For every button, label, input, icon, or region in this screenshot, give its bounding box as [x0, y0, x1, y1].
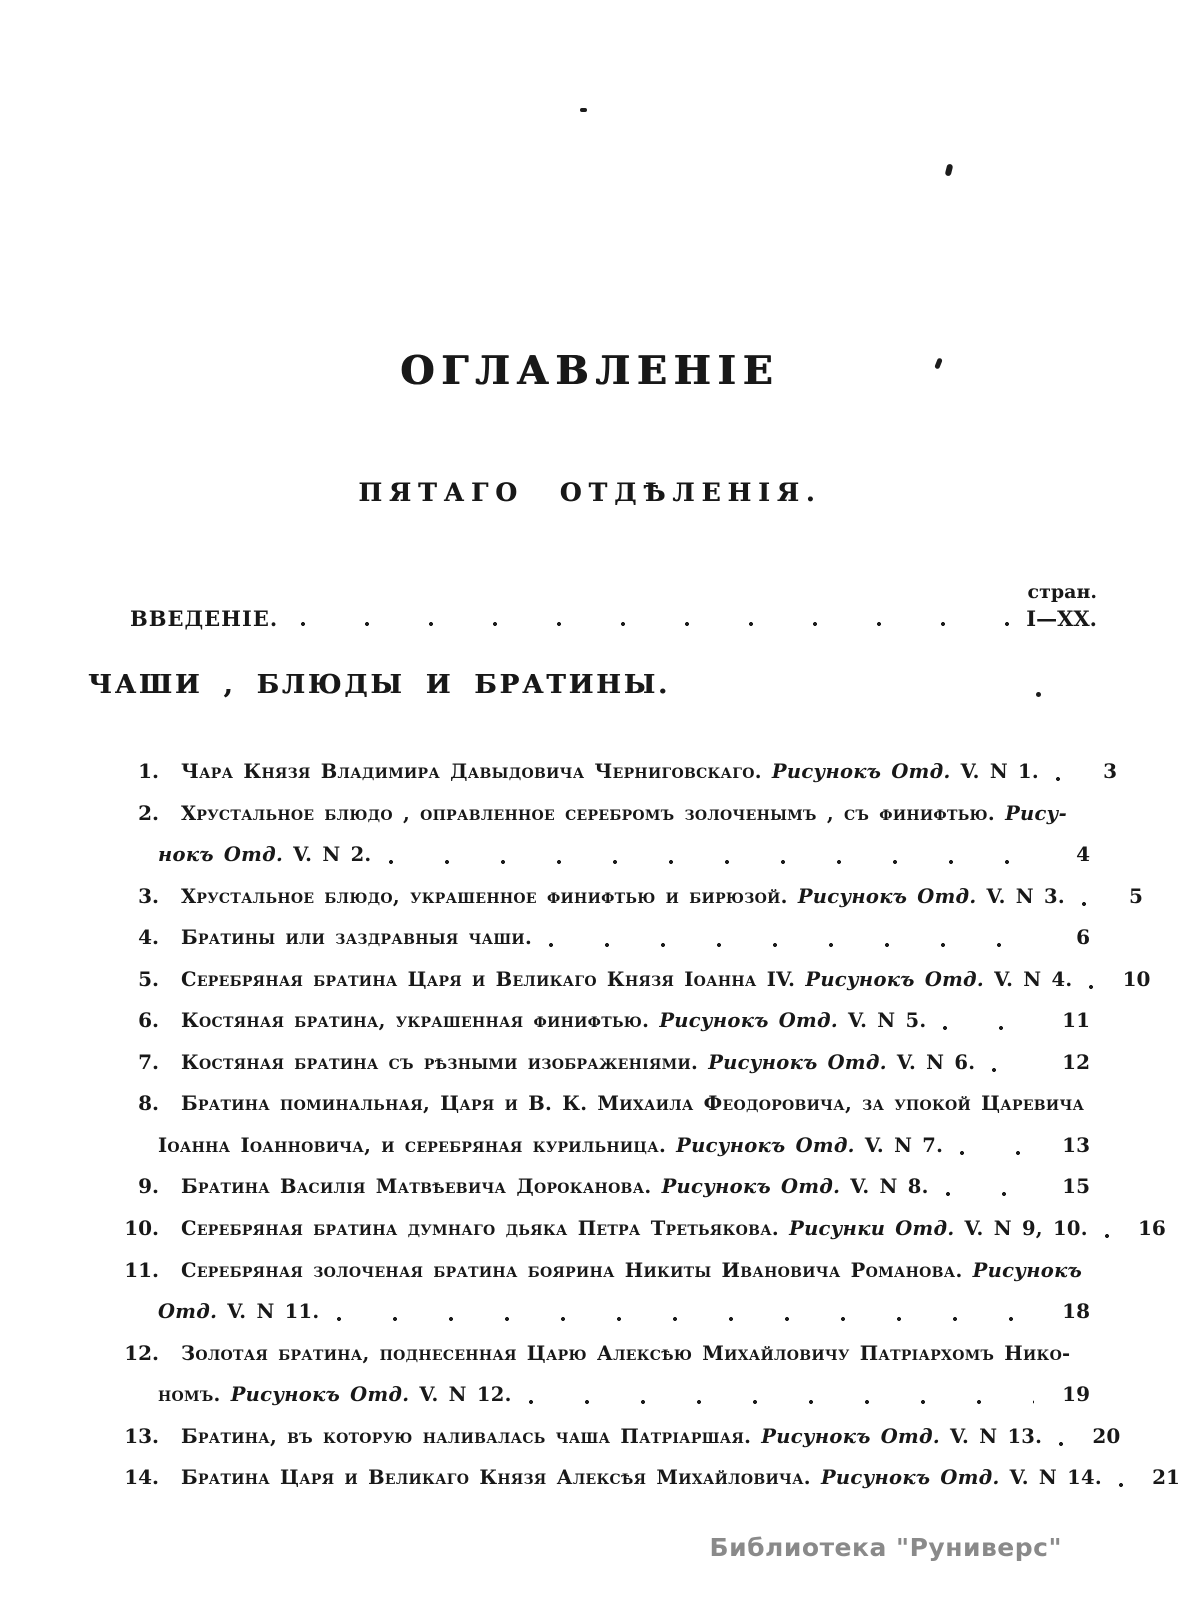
entry-page-number: 18	[1062, 1299, 1090, 1324]
entry-number: 3.	[138, 883, 159, 908]
entry-number: 4.	[138, 925, 159, 950]
entry-number: 8.	[138, 1091, 159, 1116]
toc-entry-9	[97, 1166, 1090, 1208]
toc-entry-11-continuation	[97, 1291, 1090, 1333]
entry-number: 13.	[124, 1423, 159, 1448]
entry-page-number: 20	[1092, 1423, 1121, 1448]
dot-leader	[1055, 751, 1061, 793]
dot-leader	[300, 604, 1012, 634]
watermark: Библиотека "Руниверс"	[709, 1533, 1062, 1562]
dot-leader	[1088, 959, 1094, 1001]
toc-list	[97, 751, 1180, 1499]
scan-speck	[945, 163, 954, 176]
entry-number: 7.	[138, 1049, 159, 1074]
entry-text: Братина поминальная, Царя и В. К. Михаила Феодоровича, за упокой Царевича	[181, 1092, 1085, 1116]
entry-page-number: 16	[1137, 1216, 1166, 1241]
toc-entry-1	[97, 751, 1118, 793]
entry-page-number: 11	[1062, 1008, 1090, 1033]
entry-text: Серебряная золоченая братина боярина Никиты Ивановича Романова. Рисунокъ	[181, 1258, 1083, 1282]
intro-page-number: I—XX.	[1026, 606, 1097, 631]
scan-speck	[1036, 692, 1041, 697]
entry-number: 12.	[124, 1340, 159, 1365]
toc-entry-12-continuation	[97, 1374, 1090, 1416]
entry-page-number: 12	[1062, 1049, 1090, 1074]
dot-leader	[942, 1000, 1034, 1042]
toc-entry-8	[97, 1083, 1090, 1125]
page-subtitle: ПЯТАГО ОТДѢЛЕНІЯ.	[358, 478, 822, 507]
entry-page-number: 4	[1076, 842, 1090, 867]
entry-text: Іоанна Іоанновича, и серебряная курильница. Рисунокъ Отд. V. N 7.	[158, 1133, 944, 1157]
entry-text: Братина Царя и Великаго Князя Алексѣя Михайловича. Рисунокъ Отд. V. N 14.	[181, 1466, 1102, 1490]
entry-number: 2.	[138, 800, 159, 825]
dot-leader	[1104, 1208, 1110, 1250]
entry-page-number: 19	[1062, 1382, 1090, 1407]
entry-text: Серебряная братина Царя и Великаго Князя Іоанна IV. Рисунокъ Отд. V. N 4.	[181, 967, 1073, 991]
entry-page-number: 5	[1129, 883, 1143, 908]
entry-text: Костяная братина съ рѣзными изображеніями. Рисунокъ Отд. V. N 6.	[181, 1050, 976, 1074]
toc-entry-12	[97, 1333, 1090, 1375]
page-title: ОГЛАВЛЕНІЕ	[400, 348, 780, 394]
toc-entry-2	[97, 793, 1090, 835]
toc-entry-2-continuation	[97, 834, 1090, 876]
entry-page-number: 21	[1152, 1465, 1180, 1490]
dot-leader	[528, 1374, 1034, 1416]
scan-speck	[580, 108, 587, 112]
entry-text: Братина, въ которую наливалась чаша Патріаршая. Рисунокъ Отд. V. N 13.	[181, 1424, 1043, 1448]
entry-page-number: 6	[1076, 925, 1090, 950]
entry-number: 1.	[138, 759, 159, 783]
entry-text: нокъ Отд. V. N 2.	[158, 843, 372, 867]
entry-text: Хрустальное блюдо, украшенное финифтью и бирюзой. Рисунокъ Отд. V. N 3.	[181, 884, 1065, 908]
entry-text: Чара Князя Владимира Давыдовича Черниговскаго. Рисунокъ Отд. V. N 1.	[181, 760, 1040, 783]
entry-text: Братины или заздравныя чаши.	[181, 926, 533, 950]
intro-label: ВВЕДЕНІЕ.	[130, 606, 279, 631]
section-header: ЧАШИ , БЛЮДЫ И БРАТИНЫ.	[88, 670, 671, 700]
entry-number: 5.	[138, 966, 159, 991]
entry-number: 11.	[124, 1257, 159, 1282]
entry-number: 10.	[124, 1216, 159, 1241]
entry-text: Хрустальное блюдо , оправленное серебромъ золоченымъ , съ финифтью. Рису-	[181, 801, 1068, 825]
entry-text: Серебряная братина думнаго дьяка Петра Третьякова. Рисунки Отд. V. N 9, 10.	[181, 1217, 1088, 1241]
page-column-header: стран.	[1027, 581, 1097, 603]
toc-entry-5	[97, 959, 1151, 1001]
toc-entry-6	[97, 1000, 1090, 1042]
dot-leader	[991, 1042, 1034, 1084]
dot-leader	[945, 1166, 1034, 1208]
intro-row	[130, 604, 1097, 634]
entry-number: 6.	[138, 1008, 159, 1033]
entry-text: Отд. V. N 11.	[158, 1300, 320, 1324]
dot-leader	[1118, 1457, 1124, 1499]
dot-leader	[336, 1291, 1035, 1333]
toc-entry-8-continuation	[97, 1125, 1090, 1167]
toc-entry-4	[97, 917, 1090, 959]
entry-page-number: 13	[1062, 1132, 1090, 1157]
toc-entry-10	[97, 1208, 1166, 1250]
toc-entry-3	[97, 876, 1143, 918]
entry-text: Костяная братина, украшенная финифтью. Рисунокъ Отд. V. N 5.	[181, 1009, 927, 1033]
entry-text: Золотая братина, поднесенная Царю Алексѣю Михайловичу Патріархомъ Нико-	[181, 1341, 1071, 1365]
entry-page-number: 3	[1103, 759, 1118, 783]
entry-text: Братина Василія Матвѣевича Дороканова. Рисунокъ Отд. V. N 8.	[181, 1175, 929, 1199]
toc-entry-14	[97, 1457, 1180, 1499]
entry-number: 14.	[124, 1465, 159, 1490]
dot-leader	[959, 1125, 1034, 1167]
dot-leader	[388, 834, 1034, 876]
dot-leader	[1081, 876, 1087, 918]
entry-page-number: 15	[1062, 1174, 1090, 1199]
dot-leader	[548, 917, 1034, 959]
toc-entry-13	[97, 1416, 1121, 1458]
entry-page-number: 10	[1122, 966, 1151, 991]
dot-leader	[1058, 1416, 1064, 1458]
entry-text: номъ. Рисунокъ Отд. V. N 12.	[158, 1383, 512, 1407]
toc-entry-11	[97, 1250, 1090, 1292]
toc-entry-7	[97, 1042, 1090, 1084]
entry-number: 9.	[138, 1174, 159, 1199]
